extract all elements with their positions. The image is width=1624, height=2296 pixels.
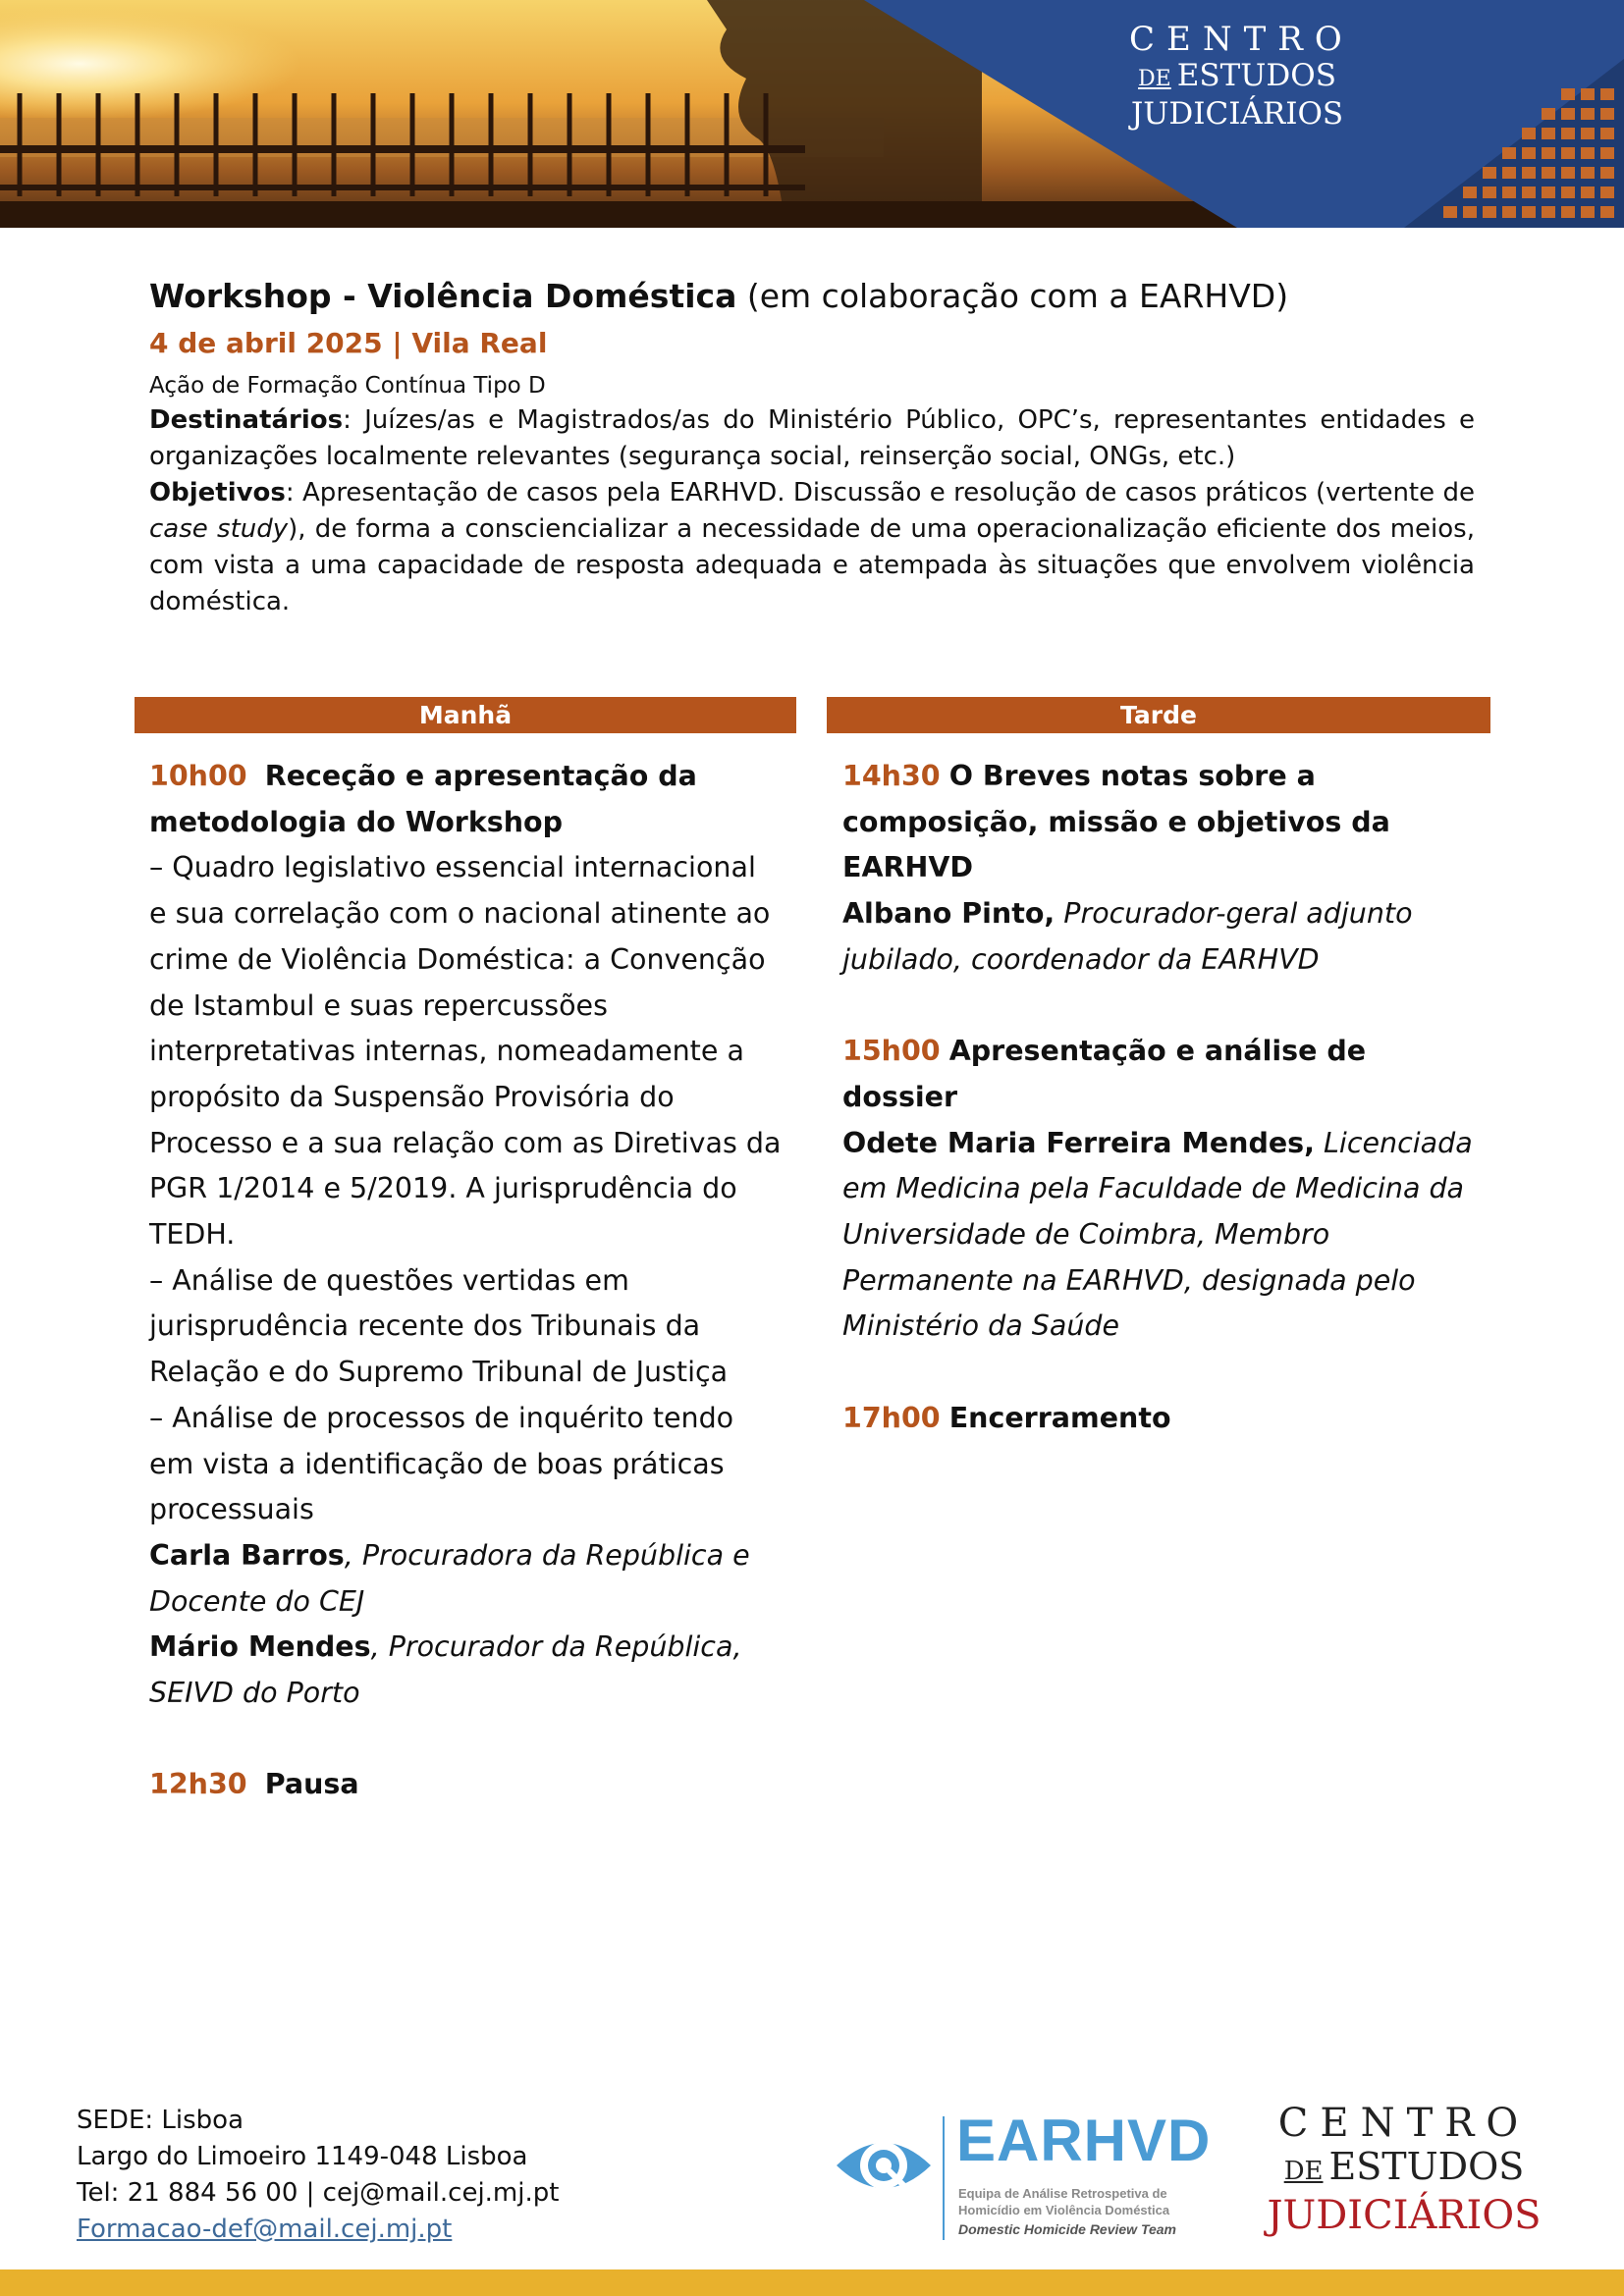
session-title: Apresentação e análise de dossier: [842, 1035, 1367, 1113]
line: em vista a identificação de boas práticas: [149, 1447, 725, 1480]
speaker-role-cont: Ministério da Saúde: [842, 1309, 1120, 1343]
morning-session-2-title: [149, 1762, 797, 1808]
spacer: [842, 984, 1490, 1030]
session-title-cont: composição, missão e objetivos da: [842, 805, 1390, 838]
speaker-name: Odete Maria Ferreira Mendes,: [842, 1126, 1315, 1159]
email-link[interactable]: Formacao-def@mail.cej.mj.pt: [77, 2215, 453, 2244]
objectives-text-1: : Apresentação de casos pela EARHVD. Discussão e resolução de casos práticos (vertente de: [285, 478, 1475, 507]
cej-logo-header: [1129, 20, 1354, 132]
line: processuais: [149, 1493, 314, 1526]
page-title: [149, 275, 1475, 318]
session-time: 14h30: [842, 760, 941, 792]
afternoon-session-1-title: [842, 754, 1490, 800]
speaker-role-cont: Universidade de Coimbra, Membro: [842, 1218, 1330, 1252]
session-title: Encerramento: [948, 1401, 1171, 1434]
speaker-name: Albano Pinto,: [842, 897, 1056, 931]
morning-session-1-title: [149, 754, 797, 800]
speaker-role-cont: Permanente na EARHVD, designada pelo: [842, 1263, 1416, 1297]
speaker-2: [149, 1625, 797, 1671]
objectives-text-2: ), de forma a consciencializar a necessidade de uma operacionalização eficiente dos meios, com vista a uma capacidade de resposta adequada e atempada às situações que envolvem violência doméstica.: [149, 514, 1475, 616]
audience-text: : Juízes/as e Magistrados/as do Ministério Público, OPC’s, representantes entidades e organizações localmente relevantes (segurança social, reinserção social, ONGs, etc.): [149, 405, 1475, 471]
speaker-2: [842, 1121, 1490, 1167]
speaker-1: [149, 1533, 797, 1579]
cej-logo-line3: JUDICIÁRIOS: [1267, 2193, 1542, 2238]
speaker-name: Mário Mendes: [149, 1630, 371, 1664]
contact-line: SEDE: Lisboa: [77, 2106, 244, 2135]
afternoon-column: [842, 754, 1490, 1442]
earhvd-subtitle-1: Equipa de Análise Retrospetiva de: [958, 2186, 1167, 2201]
line: Processo e a sua relação com as Diretivas da: [149, 1126, 782, 1159]
cej-logo-line2: [1129, 59, 1345, 96]
speaker-role: , Procuradora da República e: [344, 1538, 750, 1572]
training-type: Ação de Formação Contínua Tipo D: [149, 373, 546, 399]
line: e sua correlação com o nacional atinente ao: [149, 897, 771, 931]
session-time: 12h30: [149, 1768, 247, 1801]
title-rest: (em colaboração com a EARHVD): [736, 277, 1289, 315]
line: crime de Violência Doméstica: a Convenção: [149, 942, 766, 976]
session-time: 15h00: [842, 1035, 941, 1068]
session-title: Pausa: [264, 1768, 359, 1801]
cej-logo-estudos: ESTUDOS: [1328, 2145, 1525, 2188]
contact-line: Largo do Limoeiro 1149-048 Lisboa: [77, 2142, 528, 2171]
line: interpretativas internas, nomeadamente a: [149, 1035, 744, 1068]
cej-logo-line3: JUDICIÁRIOS: [1130, 96, 1344, 132]
speaker-1: [842, 891, 1490, 937]
objectives-paragraph: [149, 475, 1475, 620]
earhvd-divider: [943, 2116, 945, 2240]
bottom-bar: [0, 2269, 1624, 2296]
spacer: [149, 1717, 797, 1763]
session-time: 17h00: [842, 1401, 941, 1434]
speaker-name: Carla Barros: [149, 1538, 345, 1572]
cej-logo-de: DE: [1283, 2157, 1324, 2186]
eye-icon: [833, 2126, 935, 2205]
speaker-role: Licenciada: [1324, 1126, 1473, 1159]
cej-logo-line1: CENTRO: [1129, 20, 1354, 59]
objectives-italic: case study: [149, 514, 289, 544]
cej-logo-footer: [1267, 2101, 1542, 2239]
session-title: Receção e apresentação da: [264, 760, 697, 792]
speaker-role: Procurador-geral adjunto: [1063, 897, 1413, 931]
earhvd-subtitle-3: Domestic Homicide Review Team: [958, 2221, 1177, 2237]
session-title-cont: metodologia do Workshop: [149, 805, 564, 838]
speaker-role-cont: jubilado, coordenador da EARHVD: [842, 942, 1320, 976]
objectives-label: Objetivos: [149, 478, 286, 507]
afternoon-heading: Tarde: [827, 697, 1490, 733]
afternoon-session-2-title: [842, 1029, 1490, 1120]
audience-paragraph: [149, 402, 1475, 475]
speaker-role-cont: SEIVD do Porto: [149, 1677, 360, 1710]
afternoon-session-3-title: [842, 1396, 1490, 1442]
spacer: [842, 1350, 1490, 1396]
session-title-cont: EARHVD: [842, 851, 974, 884]
line: – Análise de questões vertidas em: [149, 1263, 629, 1297]
intro-section: [149, 275, 1475, 620]
cej-logo-line2: [1267, 2146, 1542, 2192]
morning-column: [149, 754, 797, 1808]
speaker-role: , Procurador da República,: [370, 1630, 742, 1664]
line: Relação e do Supremo Tribunal de Justiça: [149, 1356, 729, 1389]
audience-label: Destinatários: [149, 405, 344, 435]
footer-contact: [77, 2103, 559, 2248]
line: PGR 1/2014 e 5/2019. A jurisprudência do: [149, 1172, 737, 1205]
line: TEDH.: [149, 1218, 236, 1252]
cej-logo-line1: CENTRO: [1277, 2101, 1531, 2146]
cej-logo-estudos: ESTUDOS: [1176, 58, 1336, 93]
speaker-role-cont: em Medicina pela Faculdade de Medicina da: [842, 1172, 1465, 1205]
session-title: O Breves notas sobre a: [948, 760, 1316, 792]
header-banner: [0, 0, 1624, 228]
morning-heading: Manhã: [135, 697, 796, 733]
earhvd-name: EARHVD: [956, 2108, 1212, 2173]
contact-line: Tel: 21 884 56 00 | cej@mail.cej.mj.pt: [77, 2178, 560, 2208]
title-bold: Workshop - Violência Doméstica: [149, 277, 737, 315]
line: – Análise de processos de inquérito tendo: [149, 1401, 734, 1434]
event-date: 4 de abril 2025 | Vila Real: [149, 327, 548, 359]
line: propósito da Suspensão Provisória do: [149, 1080, 675, 1113]
line: – Quadro legislativo essencial internacional: [149, 851, 756, 884]
earhvd-logo: [833, 2108, 1245, 2240]
line: jurisprudência recente dos Tribunais da: [149, 1309, 701, 1343]
session-time: 10h00: [149, 760, 247, 792]
line: de Istambul e suas repercussões: [149, 988, 608, 1022]
cej-logo-de: DE: [1138, 67, 1171, 91]
speaker-role-cont: Docente do CEJ: [149, 1584, 365, 1618]
earhvd-subtitle-2: Homicídio em Violência Doméstica: [958, 2203, 1170, 2217]
sunset-railing-photo: [0, 0, 1624, 228]
